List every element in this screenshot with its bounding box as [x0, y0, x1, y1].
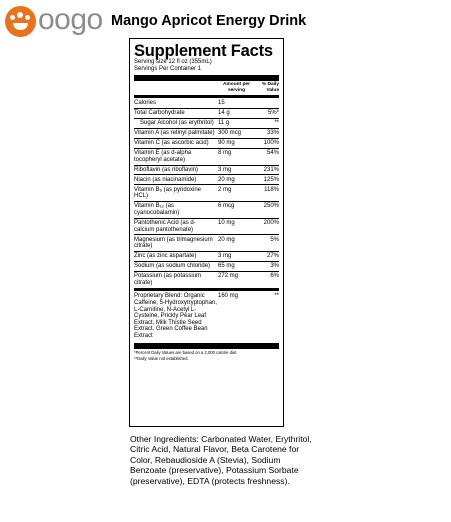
- supplement-facts-panel: [129, 38, 284, 427]
- proprietary-blend-dv: **: [274, 293, 279, 300]
- nutrient-amount: 14 g: [218, 110, 230, 117]
- nutrient-amount: 20 mg: [218, 176, 235, 183]
- proprietary-blend-name: Proprietary Blend: Organic Caffeine, 5-Hydroxytryptophan, L-Carnitine, N-Acetyl L-Cysteine, Prickly Pear Leaf Extract, Milk Thistle Seed Extract, Green Coffee Bean Extract: [134, 293, 217, 339]
- nutrient-row: [134, 118, 279, 128]
- thick-divider: [134, 75, 279, 81]
- nutrient-amount: 20 mg: [218, 236, 235, 243]
- footnote-not-established: **Daily Value not established.: [134, 356, 189, 362]
- nutrient-amount: 90 mg: [218, 140, 235, 147]
- nutrient-daily-value: 100%: [263, 140, 279, 147]
- nutrient-row: [134, 128, 279, 138]
- nutrient-amount: 2 mg: [218, 186, 232, 193]
- nutrient-name: Zinc (as zinc aspartate): [134, 253, 197, 260]
- nutrient-amount: 8 mg: [218, 150, 232, 157]
- nutrient-name: Vitamin B₆ (as pyridoxine HCL): [134, 186, 202, 200]
- nutrient-name: Calories: [134, 100, 157, 107]
- nutrient-amount: 300 mcg: [218, 130, 242, 137]
- nutrient-name: Vitamin E (as d-alpha tocopheryl acetate): [134, 150, 192, 163]
- nutrient-row: [134, 201, 279, 218]
- other-ingredients: Other Ingredients: Carbonated Water, Erythritol, Citric Acid, Natural Flavor, Beta Carotene for Color, Rebaudioside A (Stevia), Sodium Benzoate (preservative), Potassium Sorbate (preservative), EDTA (protects freshness).: [130, 434, 312, 486]
- nutrient-row: [134, 108, 279, 118]
- nutrient-name: Vitamin A (as retinyl palmitate): [134, 130, 215, 137]
- nutrient-row: [134, 218, 279, 235]
- medium-divider: [134, 95, 279, 98]
- nutrient-rows: [134, 99, 279, 287]
- nutrient-daily-value: 250%: [263, 203, 279, 210]
- nutrient-name: Sugar Alcohol (as erythritol): [140, 120, 214, 127]
- nutrient-daily-value: 54%: [266, 150, 279, 157]
- footnote-daily-values: *Percent Daily Values are based on a 2,000 calorie diet.: [134, 350, 238, 356]
- nutrient-daily-value: **: [274, 120, 279, 127]
- nutrient-row: [134, 271, 279, 288]
- thick-divider: [134, 343, 279, 349]
- proprietary-blend-amount: 160 mg: [218, 293, 239, 300]
- medium-divider: [134, 288, 279, 291]
- nutrient-row: [134, 99, 279, 108]
- nutrient-daily-value: 118%: [264, 186, 279, 193]
- nutrient-name: Sodium (as sodium chloride): [134, 263, 211, 270]
- nutrient-daily-value: 27%: [266, 253, 279, 260]
- column-header-row: [134, 82, 279, 94]
- serving-size: Serving size 12 fl oz (355mL): [134, 59, 212, 65]
- nutrient-amount: 272 mg: [218, 273, 239, 280]
- nutrient-row: [134, 234, 279, 251]
- nutrient-daily-value: 5%: [270, 236, 279, 243]
- nutrient-amount: 11 g: [218, 120, 230, 127]
- nutrient-name: Potassium (as potassium citrate): [134, 273, 202, 286]
- panel-title: Supplement Facts: [134, 42, 273, 60]
- nutrient-name: Riboflavin (as riboflavin): [134, 166, 199, 173]
- nutrient-row: [134, 165, 279, 175]
- proprietary-blend-row: [134, 292, 279, 339]
- daily-value-header: % Daily Value: [261, 82, 279, 93]
- product-title: Mango Apricot Energy Drink: [111, 13, 307, 29]
- logo-wordmark: oogo: [38, 3, 103, 36]
- nutrient-daily-value: 125%: [263, 176, 279, 183]
- nutrient-daily-value: 33%: [266, 130, 279, 137]
- nutrient-amount: 3 mg: [218, 253, 232, 260]
- servings-per-container: Servings Per Container 1: [134, 66, 202, 72]
- G-dots-logo-icon: [5, 6, 36, 37]
- nutrient-row: [134, 251, 279, 261]
- nutrient-name: Magnesium (as trimagnesium citrate): [134, 236, 213, 250]
- nutrient-name: Total Carbohydrate: [134, 110, 185, 117]
- amount-header: Amount per serving: [223, 82, 250, 93]
- nutrient-name: Vitamin B₁₂ (as cyanocobalamin): [134, 203, 180, 217]
- nutrient-row: [134, 148, 279, 165]
- nutrient-daily-value: 5%*: [267, 110, 279, 117]
- nutrient-amount: 15: [218, 100, 225, 107]
- nutrient-row: [134, 184, 279, 201]
- nutrient-row: [134, 261, 279, 271]
- nutrient-daily-value: [255, 100, 279, 107]
- brand-logo: [5, 4, 109, 40]
- nutrient-row: [134, 174, 279, 184]
- nutrient-amount: 3 mg: [218, 166, 232, 173]
- nutrient-name: Vitamin C (as ascorbic acid): [134, 140, 209, 147]
- nutrient-daily-value: 3%: [270, 263, 279, 270]
- nutrient-amount: 65 mg: [218, 263, 235, 270]
- nutrient-amount: 10 mg: [218, 220, 235, 227]
- nutrient-row: [134, 138, 279, 148]
- nutrient-daily-value: 6%: [270, 273, 279, 280]
- nutrient-daily-value: 231%: [263, 166, 279, 173]
- nutrient-amount: 6 mcg: [218, 203, 235, 210]
- nutrient-daily-value: 200%: [263, 220, 279, 227]
- nutrient-name: Niacin (as niacinamide): [134, 176, 197, 183]
- nutrient-name: Pantothenic Acid (as d-calcium pantothenate): [134, 220, 196, 233]
